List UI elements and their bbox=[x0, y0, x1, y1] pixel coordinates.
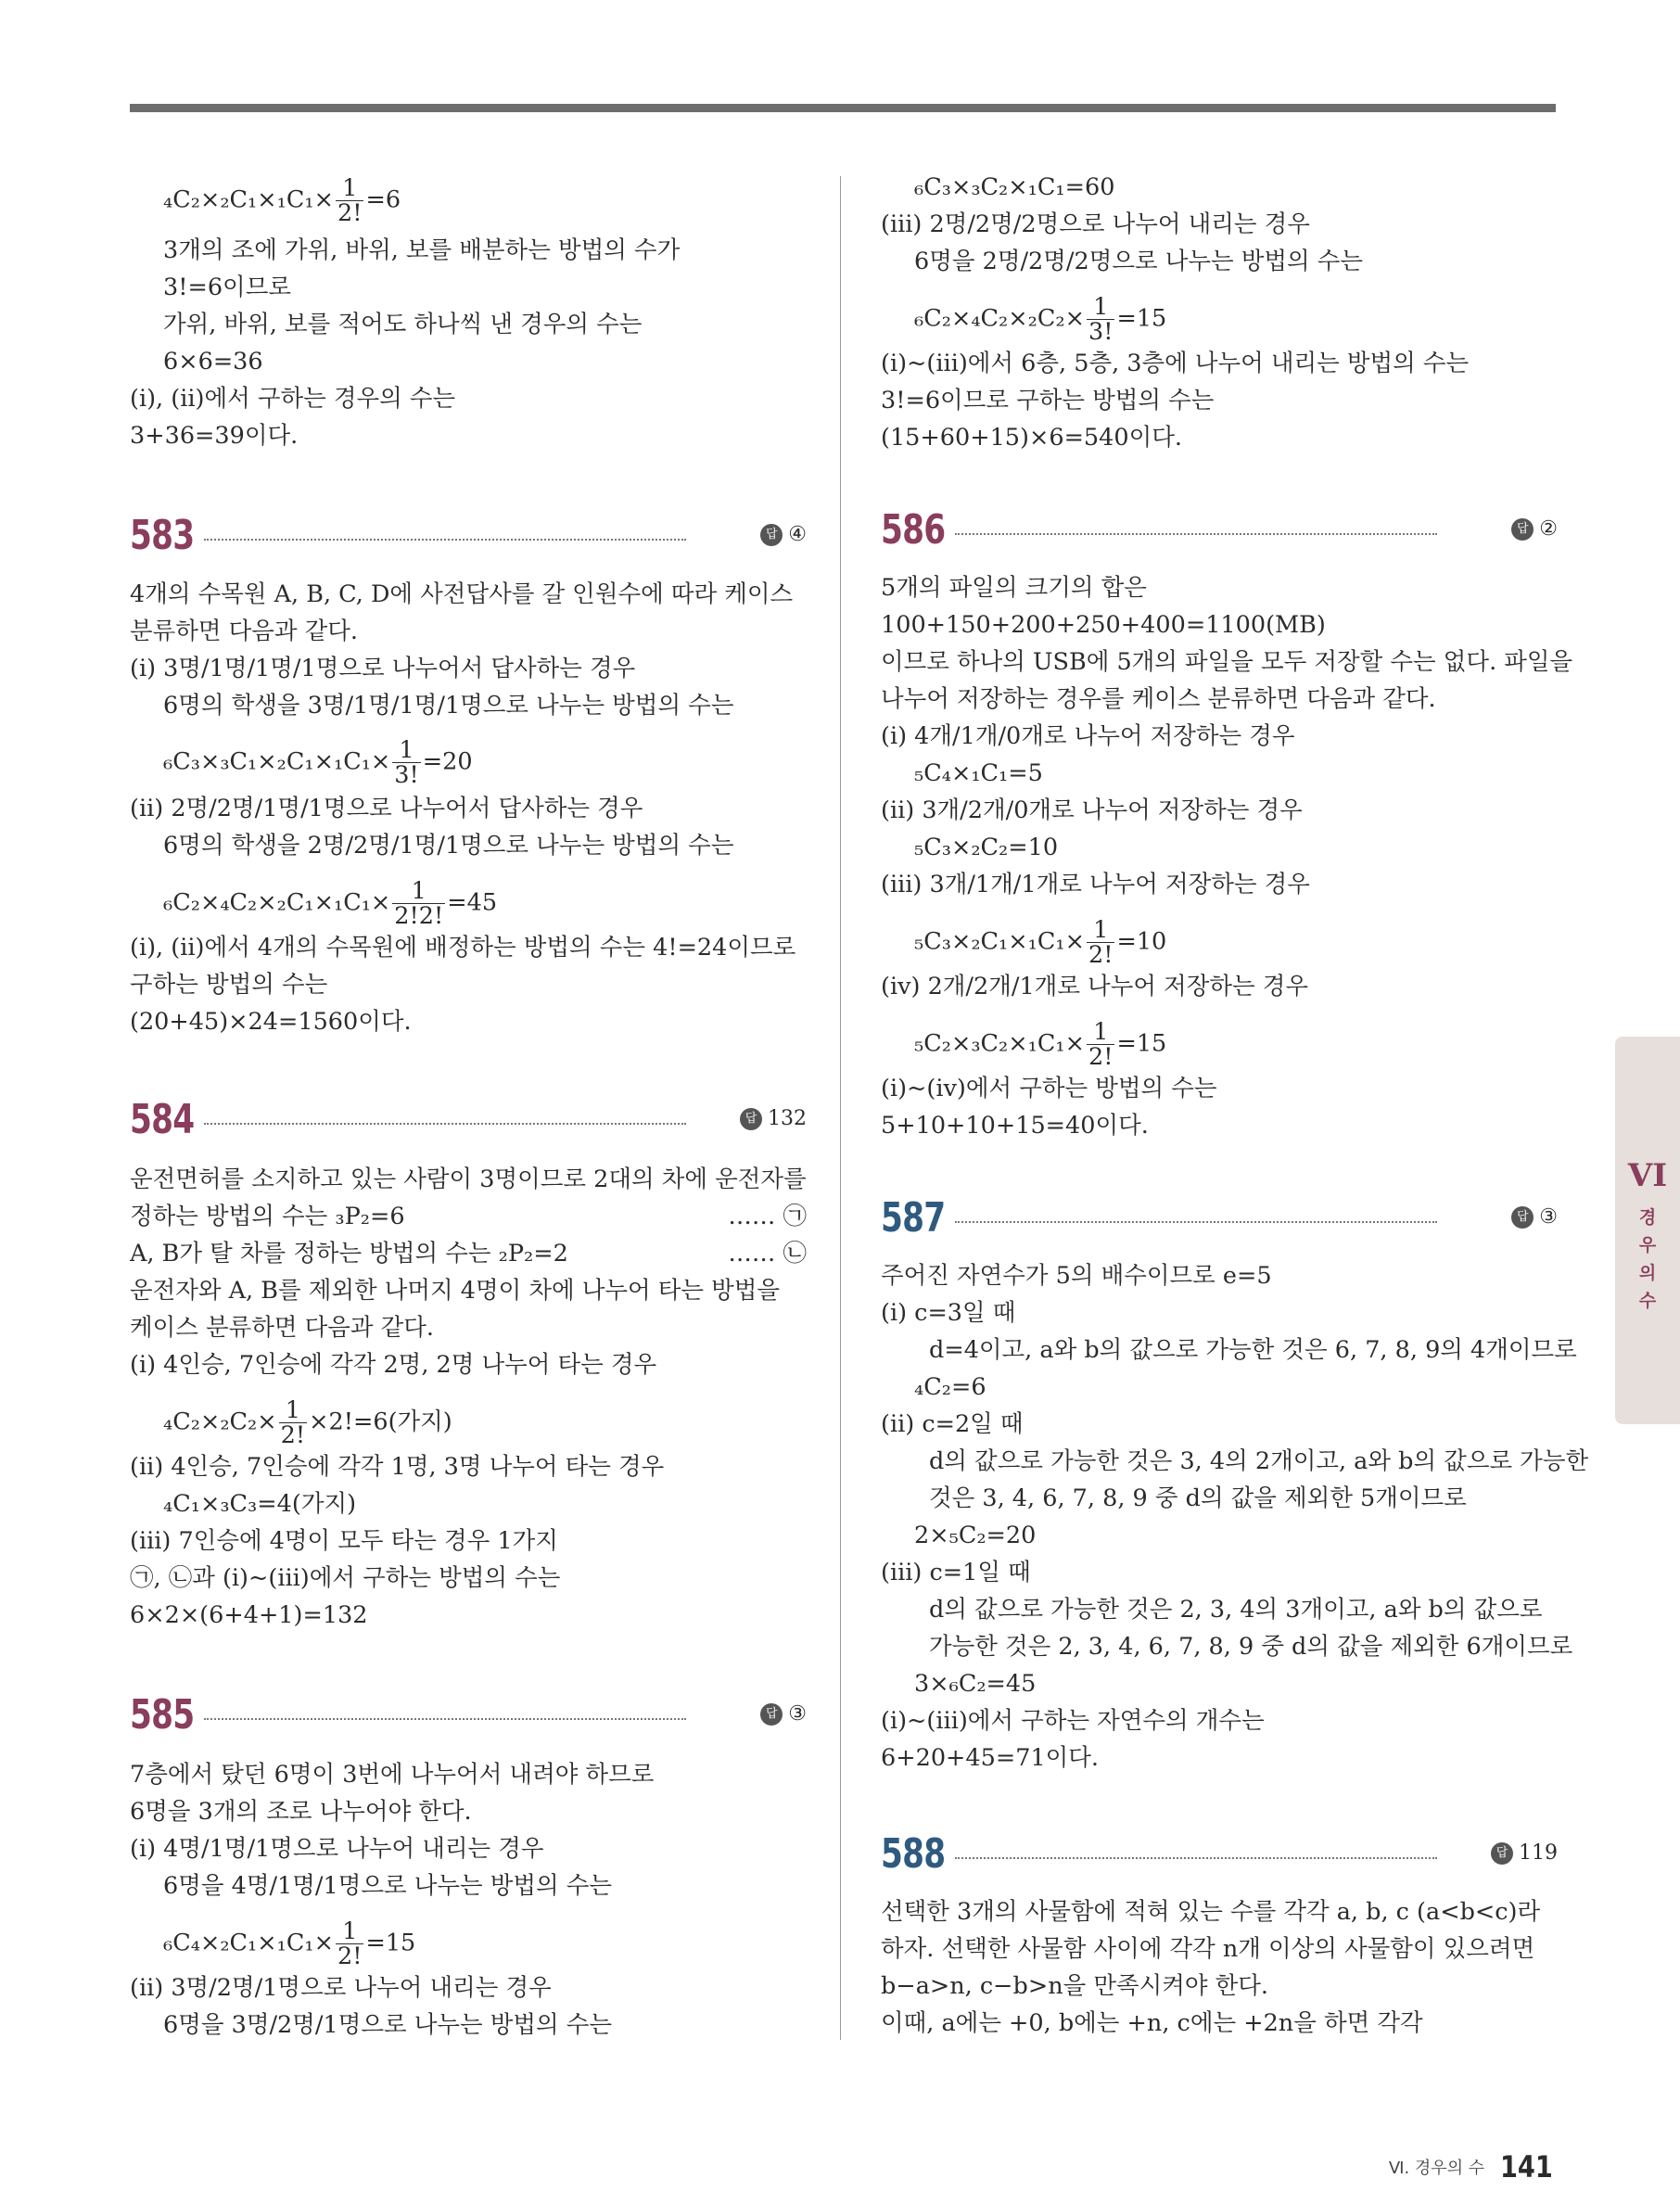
text-line: ₆C₃×₃C₂×₁C₁=60 bbox=[914, 173, 1115, 201]
text-line: (ⅳ) 2개/2개/1개로 나누어 저장하는 경우 bbox=[881, 973, 1308, 1000]
equation: ₆C₃×₃C₁×₂C₁×₁C₁× $\frac{1}{3!}$ =20 bbox=[163, 736, 473, 789]
text-line: 케이스 분류하면 다음과 같다. bbox=[130, 1314, 435, 1342]
answer: 답 132 bbox=[740, 1103, 807, 1135]
text-line: 이므로 하나의 USB에 5개의 파일을 모두 저장할 수는 없다. 파일을 bbox=[881, 648, 1573, 676]
answer-icon: 답 bbox=[1511, 1206, 1534, 1229]
text-line: 나누어 저장하는 경우를 케이스 분류하면 다음과 같다. bbox=[881, 685, 1436, 713]
text-line: (ⅲ) 3개/1개/1개로 나누어 저장하는 경우 bbox=[881, 871, 1310, 898]
text-line: 가위, 바위, 보를 적어도 하나씩 낸 경우의 수는 bbox=[163, 311, 643, 338]
text-line: 3+36=39이다. bbox=[130, 422, 299, 450]
equation: ₄C₂×₂C₂× $\frac{1}{2!}$ ×2!=6(가지) bbox=[163, 1396, 452, 1449]
text-line: (ⅰ) c=3일 때 bbox=[881, 1299, 1016, 1327]
text-line: 7층에서 탔던 6명이 3번에 나누어서 내려야 하므로 bbox=[130, 1761, 655, 1789]
text-line: (20+45)×24=1560이다. bbox=[130, 1008, 412, 1036]
text-line: 6명을 3명/2명/1명으로 나누는 방법의 수는 bbox=[163, 2011, 612, 2039]
leader-dots bbox=[955, 1857, 1437, 1859]
column-divider bbox=[840, 176, 841, 2040]
text-line: 3개의 조에 가위, 바위, 보를 배분하는 방법의 수가 bbox=[163, 236, 681, 264]
text-line: ₅C₄×₁C₁=5 bbox=[914, 759, 1043, 787]
marker-1: …… ㉠ bbox=[728, 1203, 807, 1230]
page-footer bbox=[1389, 2149, 1558, 2185]
chapter-side-tab bbox=[1615, 1037, 1680, 1424]
leader-dots bbox=[955, 1221, 1437, 1223]
problem-header-586 bbox=[881, 504, 1558, 556]
answer: 답 ② bbox=[1511, 514, 1558, 545]
leader-dots bbox=[204, 1718, 686, 1720]
text-line: 6명의 학생을 3명/1명/1명/1명으로 나누는 방법의 수는 bbox=[163, 692, 734, 720]
text-line: A, B가 탈 차를 정하는 방법의 수는 ₂P₂=2 …… ㉡ bbox=[130, 1240, 807, 1267]
text-line: 주어진 자연수가 5의 배수이므로 e=5 bbox=[881, 1262, 1272, 1290]
answer: 답 ③ bbox=[760, 1699, 807, 1730]
top-rule bbox=[130, 104, 1556, 112]
text-line: 2×₅C₂=20 bbox=[914, 1522, 1037, 1549]
text-line: (ⅰ) 4명/1명/1명으로 나누어 내리는 경우 bbox=[130, 1835, 544, 1863]
problem-number: 585 bbox=[130, 1691, 195, 1739]
text-line: 3!=6이므로 구하는 방법의 수는 bbox=[881, 387, 1215, 414]
text-line: ₄C₂=6 bbox=[914, 1373, 986, 1401]
answer: 답 119 bbox=[1491, 1838, 1558, 1869]
answer-icon: 답 bbox=[1491, 1842, 1513, 1865]
text-line: 하자. 선택한 사물함 사이에 각각 n개 이상의 사물함이 있으려면 bbox=[881, 1935, 1535, 1963]
text-line: (ⅲ) 2명/2명/2명으로 나누어 내리는 경우 bbox=[881, 210, 1310, 238]
text-line: (ⅱ) 3개/2개/0개로 나누어 저장하는 경우 bbox=[881, 796, 1303, 824]
problem-number: 586 bbox=[881, 506, 946, 554]
problem-header-585 bbox=[130, 1689, 807, 1741]
text-line: ㉠, ㉡과 (ⅰ)~(ⅲ)에서 구하는 방법의 수는 bbox=[130, 1564, 561, 1592]
problem-number: 588 bbox=[881, 1830, 946, 1878]
text-line: 선택한 3개의 사물함에 적혀 있는 수를 각각 a, b, c (a<b<c)라 bbox=[881, 1898, 1541, 1926]
text-line: 100+150+200+250+400=1100(MB) bbox=[881, 611, 1326, 639]
text-line: 가능한 것은 2, 3, 4, 6, 7, 8, 9 중 d의 값을 제외한 6개이므로 bbox=[929, 1633, 1573, 1661]
text-line: (ⅰ), (ⅱ)에서 구하는 경우의 수는 bbox=[130, 385, 456, 413]
text-line: 6×6=36 bbox=[163, 348, 263, 376]
text-line: d=4이고, a와 b의 값으로 가능한 것은 6, 7, 8, 9의 4개이므로 bbox=[929, 1336, 1577, 1364]
text-line: 이때, a에는 +0, b에는 +n, c에는 +2n을 하면 각각 bbox=[881, 2009, 1423, 2037]
answer-icon: 답 bbox=[760, 1703, 783, 1726]
equation: ₅C₂×₃C₂×₁C₁× $\frac{1}{2!}$ =15 bbox=[914, 1018, 1167, 1071]
text-line: (ⅰ) 4개/1개/0개로 나누어 저장하는 경우 bbox=[881, 722, 1295, 750]
text-line: 3×₆C₂=45 bbox=[914, 1670, 1037, 1698]
text-line: 5개의 파일의 크기의 합은 bbox=[881, 574, 1147, 602]
text-line: (ⅲ) 7인승에 4명이 모두 타는 경우 1가지 bbox=[130, 1527, 558, 1555]
text-line: (ⅱ) c=2일 때 bbox=[881, 1410, 1024, 1438]
equation: ₆C₂×₄C₂×₂C₁×₁C₁× $\frac{1}{2!2!}$ =45 bbox=[163, 877, 498, 930]
problem-number: 587 bbox=[881, 1194, 946, 1242]
footer-section: Ⅵ. 경우의 수 bbox=[1388, 2159, 1485, 2178]
text-line: 5+10+10+15=40이다. bbox=[881, 1112, 1149, 1140]
text-line: (ⅰ) 3명/1명/1명/1명으로 나누어서 답사하는 경우 bbox=[130, 655, 636, 682]
text-line: 6×2×(6+4+1)=132 bbox=[130, 1601, 368, 1629]
text-line: 정하는 방법의 수는 ₃P₂=6 …… ㉠ bbox=[130, 1203, 807, 1230]
text-line: (ⅰ), (ⅱ)에서 4개의 수목원에 배정하는 방법의 수는 4!=24이므로 bbox=[130, 934, 796, 962]
text-line: (ⅰ) 4인승, 7인승에 각각 2명, 2명 나누어 타는 경우 bbox=[130, 1351, 657, 1379]
text-line: 6명을 3개의 조로 나누어야 한다. bbox=[130, 1798, 472, 1826]
text-line: (ⅰ)~(ⅲ)에서 6층, 5층, 3층에 나누어 내리는 방법의 수는 bbox=[881, 350, 1470, 377]
text-line: (ⅱ) 3명/2명/1명으로 나누어 내리는 경우 bbox=[130, 1974, 552, 2002]
answer-icon: 답 bbox=[740, 1108, 762, 1130]
equation: ₅C₃×₂C₁×₁C₁× $\frac{1}{2!}$ =10 bbox=[914, 916, 1167, 969]
text-line: (ⅱ) 2명/2명/1명/1명으로 나누어서 답사하는 경우 bbox=[130, 795, 643, 822]
text-line: (ⅲ) c=1일 때 bbox=[881, 1559, 1031, 1586]
text-line: (15+60+15)×6=540이다. bbox=[881, 424, 1182, 452]
text-line: 3!=6이므로 bbox=[163, 274, 291, 301]
marker-2: …… ㉡ bbox=[728, 1240, 807, 1267]
problem-header-584 bbox=[130, 1094, 807, 1146]
page-number: 141 bbox=[1500, 2149, 1553, 2185]
answer: 답 ③ bbox=[1511, 1202, 1558, 1233]
text-line: d의 값으로 가능한 것은 3, 4의 2개이고, a와 b의 값으로 가능한 bbox=[929, 1447, 1589, 1475]
text-line: 6+20+45=71이다. bbox=[881, 1744, 1100, 1772]
leader-dots bbox=[204, 539, 686, 541]
text-line: b−a>n, c−b>n을 만족시켜야 한다. bbox=[881, 1972, 1269, 2000]
text-line: 분류하면 다음과 같다. bbox=[130, 618, 359, 645]
answer: 답 ④ bbox=[760, 519, 807, 551]
text-line: (ⅰ)~(ⅳ)에서 구하는 방법의 수는 bbox=[881, 1075, 1217, 1102]
text-line: 4개의 수목원 A, B, C, D에 사전답사를 갈 인원수에 따라 케이스 bbox=[130, 580, 794, 608]
text-line: d의 값으로 가능한 것은 2, 3, 4의 3개이고, a와 b의 값으로 bbox=[929, 1596, 1543, 1624]
text-line: 운전면허를 소지하고 있는 사람이 3명이므로 2대의 차에 운전자를 bbox=[130, 1166, 807, 1193]
text-line: (ⅰ)~(ⅲ)에서 구하는 자연수의 개수는 bbox=[881, 1707, 1265, 1735]
answer-icon: 답 bbox=[1511, 518, 1534, 541]
text-line: 6명의 학생을 2명/2명/1명/1명으로 나누는 방법의 수는 bbox=[163, 832, 734, 860]
equation: ₄C₂×₂C₁×₁C₁× $\frac{1}{2!}$ =6 bbox=[163, 174, 401, 227]
chapter-title-vertical: 경 우 의 수 bbox=[1638, 1207, 1657, 1311]
leader-dots bbox=[955, 533, 1437, 535]
text-line: 구하는 방법의 수는 bbox=[130, 971, 328, 999]
problem-header-583 bbox=[130, 510, 807, 562]
text-line: ₄C₁×₃C₃=4(가지) bbox=[163, 1490, 357, 1518]
text-line: ₅C₃×₂C₂=10 bbox=[914, 834, 1059, 861]
text-line: 6명을 2명/2명/2명으로 나누는 방법의 수는 bbox=[914, 248, 1363, 275]
problem-number: 583 bbox=[130, 512, 195, 559]
chapter-roman-numeral: VI bbox=[1627, 1157, 1668, 1194]
leader-dots bbox=[204, 1123, 686, 1125]
text-line: (ⅱ) 4인승, 7인승에 각각 1명, 3명 나누어 타는 경우 bbox=[130, 1453, 665, 1481]
text-line: 것은 3, 4, 6, 7, 8, 9 중 d의 값을 제외한 5개이므로 bbox=[929, 1484, 1467, 1512]
equation: ₆C₄×₂C₁×₁C₁× $\frac{1}{2!}$ =15 bbox=[163, 1917, 416, 1970]
problem-header-587 bbox=[881, 1192, 1558, 1244]
text-line: 6명을 4명/1명/1명으로 나누는 방법의 수는 bbox=[163, 1872, 612, 1900]
problem-header-588 bbox=[881, 1828, 1558, 1880]
answer-icon: 답 bbox=[760, 524, 783, 546]
equation: ₆C₂×₄C₂×₂C₂× $\frac{1}{3!}$ =15 bbox=[914, 293, 1167, 346]
problem-number: 584 bbox=[130, 1096, 195, 1143]
text-line: 운전자와 A, B를 제외한 나머지 4명이 차에 나누어 타는 방법을 bbox=[130, 1277, 780, 1305]
